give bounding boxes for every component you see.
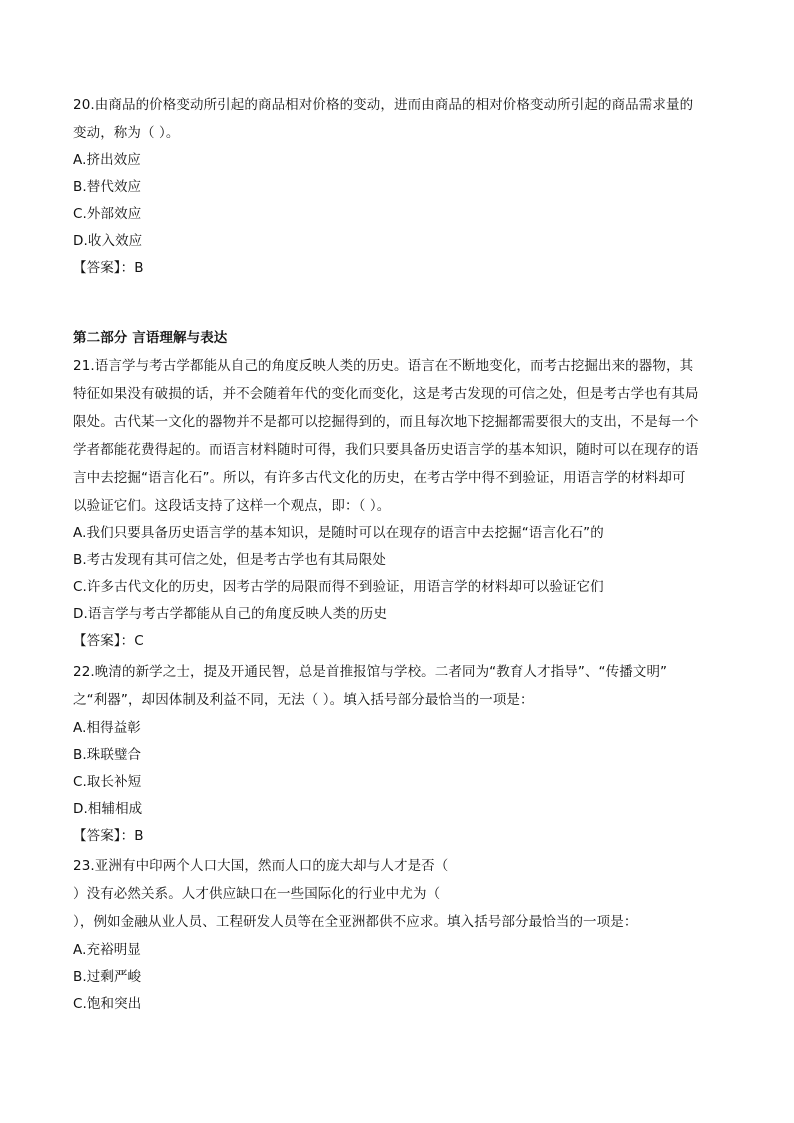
q22-stem-line-1: 22.晚清的新学之士，提及开通民智，总是首推报馆与学校。二者同为“教育人才指导”、“传播文明” [73, 664, 668, 680]
q23-option-b: B.过剩严峻 [73, 969, 142, 985]
q21-option-b: B.考古发现有其可信之处，但是考古学也有其局限处 [73, 552, 386, 568]
q20-option-b: B.替代效应 [73, 179, 142, 195]
q21-stem-line-1: 21.语言学与考古学都能从自己的角度反映人类的历史。语言在不断地变化，而考古挖掘出来的器物，其 [73, 358, 694, 374]
q22-option-a: A.相得益彰 [73, 720, 141, 736]
q20-answer: 【答案】：B [73, 260, 144, 276]
q22-option-d: D.相辅相成 [73, 801, 143, 817]
q23-stem-line-1: 23.亚洲有中印两个人口大国，然而人口的庞大却与人才是否（ [73, 858, 449, 874]
q20-option-d: D.收入效应 [73, 233, 143, 249]
q21-stem-line-4: 学者都能花费得起的。而语言材料随时可得，我们只要具备历史语言学的基本知识，随时可以在现存的语 [73, 442, 699, 458]
q21-option-a: A.我们只要具备历史语言学的基本知识，是随时可以在现存的语言中去挖掘“语言化石”的 [73, 525, 604, 541]
q21-option-c: C.许多古代文化的历史，因考古学的局限而得不到验证，用语言学的材料却可以验证它们 [73, 579, 604, 595]
q21-stem-line-6: 以验证它们。这段话支持了这样一个观点，即：（ ）。 [73, 498, 391, 514]
q20-option-a: A.挤出效应 [73, 152, 141, 168]
q22-option-b: B.珠联璧合 [73, 747, 142, 763]
q23-stem-line-2: ）没有必然关系。人才供应缺口在一些国际化的行业中尤为（ [73, 886, 441, 902]
q20-stem-line-1: 20.由商品的价格变动所引起的商品相对价格的变动，进而由商品的相对价格变动所引起的商品需求量的 [73, 97, 694, 113]
q23-option-a: A.充裕明显 [73, 942, 141, 958]
q23-stem-line-3: ），例如金融从业人员、工程研发人员等在全亚洲都供不应求。填入括号部分最恰当的一项是： [73, 914, 638, 930]
q22-answer: 【答案】：B [73, 828, 144, 844]
section-title: 第二部分 言语理解与表达 [73, 330, 228, 346]
q20-stem-line-2: 变动，称为（ ）。 [73, 125, 180, 141]
q23-option-c: C.饱和突出 [73, 996, 142, 1012]
q22-option-c: C.取长补短 [73, 774, 142, 790]
q21-stem-line-3: 限处。古代某一文化的器物并不是都可以挖掘得到的，而且每次地下挖掘都需要很大的支出，不是每一个 [73, 414, 699, 430]
q20-option-c: C.外部效应 [73, 206, 142, 222]
q21-answer: 【答案】：C [73, 633, 144, 649]
q22-stem-line-2: 之“利器”，却因体制及利益不同，无法（ ）。填入括号部分最恰当的一项是： [73, 692, 534, 708]
q21-option-d: D.语言学与考古学都能从自己的角度反映人类的历史 [73, 606, 388, 622]
q21-stem-line-2: 特征如果没有破损的话，并不会随着年代的变化而变化，这是考古发现的可信之处，但是考古学也有其局 [73, 386, 699, 402]
q21-stem-line-5: 言中去挖掘“语言化石”。所以，有许多古代文化的历史，在考古学中得不到验证，用语言学的材料却可 [73, 470, 686, 486]
